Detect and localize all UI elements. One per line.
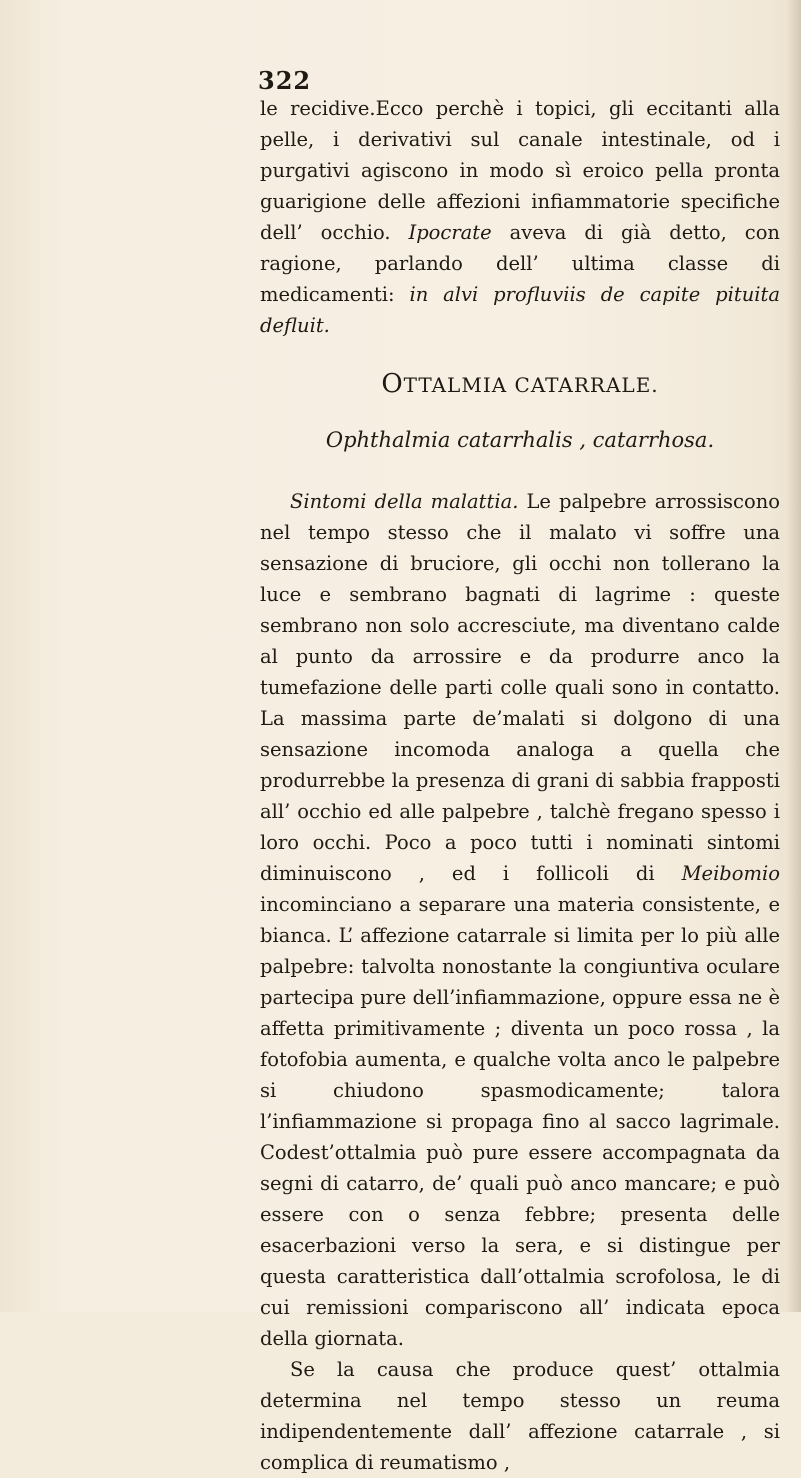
cause-paragraph: Se la causa che produce quest’ ottalmia determina nel tempo stesso un reuma indipendentemente dall’ affezione catarrale , si complica di reumatismo , [260,1358,780,1474]
page-body [260,93,780,1478]
symptoms-paragraph [260,486,780,1354]
symptoms-text-1: Le palpebre arrossiscono nel tempo stesso che il malato vi soffre una sensazione di bruciore, gli occhi non tollerano la luce e sembrano bagnati di lagrime : queste sembrano non solo accresciute, ma diventano calde al punto da arrossire e da produrre anco la tumefazione delle parti colle quali sono in contatto. La massima parte de’malati si dolgono di una sensazione incomoda analoga a quella che produrrebbe la presenza di grani di sabbia frapposti all’ occhio ed alle palpebre , talchè fregano spesso i loro occhi. Poco a poco tutti i nominati sintomi diminuiscono , ed i follicoli di [260,490,780,885]
heading-rest: TTALMIA CATARRALE. [403,373,659,397]
intro-paragraph [260,93,780,341]
symptoms-label: Sintomi della malattia. [290,490,519,513]
symptoms-text-2: incominciano a separare una materia consistente, e bianca. L’ affezione catarrale si limita per lo più alle palpebre: talvolta nonostante la congiuntiva oculare partecipa pure dell’infiammazione, oppure essa ne è affetta primitivamente ; diventa un poco rossa , la fotofobia aumenta, e qualche volta anco le palpebre si chiudono spasmodicamente; talora l’infiammazione si propaga fino al sacco lagrimale. Codest’ottalmia può pure essere accompagnata da segni di catarro, de’ quali può anco mancare; e può essere con o senza febbre; presenta delle esacerbazioni verso la sera, e si distingue per questa caratteristica dall’ottalmia scrofolosa, le di cui remissioni compariscono all’ indicata epoca della giornata. [260,893,780,1350]
section-subheading: Ophthalmia catarrhalis , catarrhosa. [325,428,715,452]
meibomio-name: Meibomio [681,862,780,885]
latin-quote: in alvi profluviis de capite pituita defluit. [260,283,780,337]
section-heading [260,367,780,402]
heading-initial: O [381,369,404,399]
intro-text-2: aveva di già detto, con ragione, parlando dell’ ultima classe di medicamenti: [260,221,780,306]
page-number: 322 [258,66,312,95]
page-edge-shadow [787,0,801,1312]
author-name: Ipocrate [408,221,492,244]
intro-text-1: le recidive.Ecco perchè i topici, gli eccitanti alla pelle, i derivativi sul canale intestinale, od i purgativi agiscono in modo sì eroico pella pronta guarigione delle affezioni infiammatorie specifiche dell’ occhio. [260,97,780,244]
